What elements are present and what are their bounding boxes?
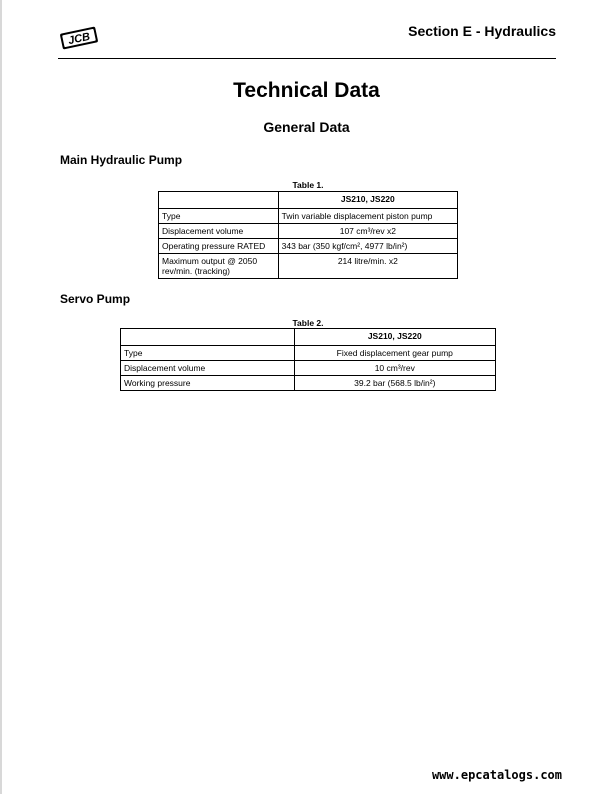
main-pump-heading: Main Hydraulic Pump [60,153,183,167]
main-pump-table [158,191,458,279]
footer-watermark: www.epcatalogs.com [431,768,562,782]
table-row [121,346,496,361]
row-label: Displacement volume [121,361,295,376]
servo-pump-heading: Servo Pump [60,292,131,306]
table-row [159,254,458,279]
svg-text:JCB: JCB [67,30,92,48]
table-row [159,224,458,239]
table-row [159,239,458,254]
jcb-logo [58,26,100,50]
table-row [121,361,496,376]
page-subtitle: General Data [263,119,350,135]
column-header: JS210, JS220 [278,192,457,209]
row-label: Maximum output @ 2050 rev/min. (tracking) [159,254,279,279]
table-corner-cell [159,192,279,209]
row-value: 214 litre/min. x2 [278,254,457,279]
row-label: Operating pressure RATED [159,239,279,254]
row-value: 10 cm³/rev [294,361,495,376]
row-label: Type [159,209,279,224]
servo-pump-table [120,328,496,391]
row-value: 39.2 bar (568.5 lb/in²) [294,376,495,391]
page-title: Technical Data [233,79,380,102]
row-label: Type [121,346,295,361]
table-header-row [121,329,496,346]
table-row [159,209,458,224]
column-header: JS210, JS220 [294,329,495,346]
section-title: Section E - Hydraulics [408,23,556,39]
table-header-row [159,192,458,209]
table-corner-cell [121,329,295,346]
header-rule [58,58,556,59]
table1-caption: Table 1. [292,180,324,190]
row-label: Working pressure [121,376,295,391]
row-label: Displacement volume [159,224,279,239]
row-value: Fixed displacement gear pump [294,346,495,361]
row-value: 343 bar (350 kgf/cm², 4977 lb/in²) [278,239,457,254]
row-value: 107 cm³/rev x2 [278,224,457,239]
table2-caption: Table 2. [292,318,324,328]
row-value: Twin variable displacement piston pump [278,209,457,224]
table-row [121,376,496,391]
